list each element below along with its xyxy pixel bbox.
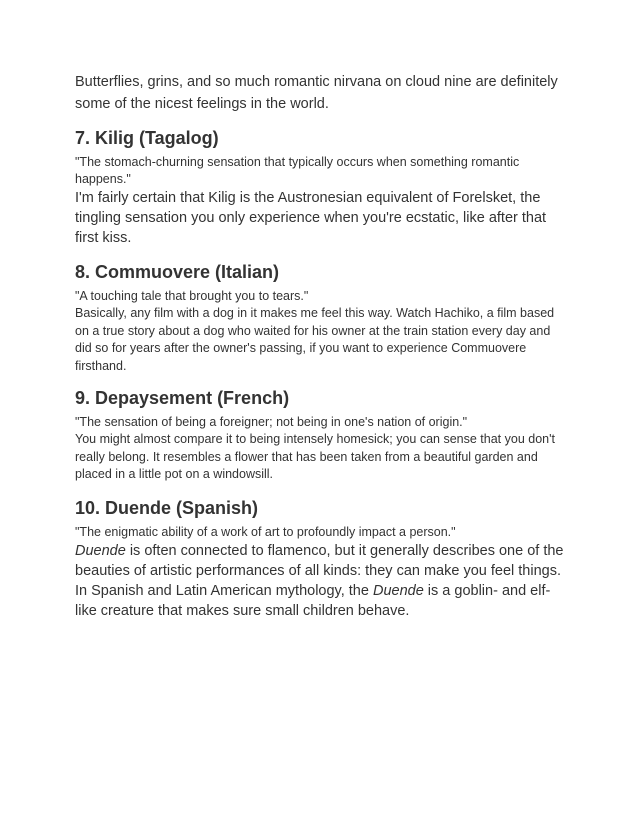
section-heading: 7. Kilig (Tagalog) xyxy=(75,128,219,148)
section-body: I'm fairly certain that Kilig is the Austronesian equivalent of Forelsket, the tingling sensation you only experience when you're ecstatic, like after that first kiss. xyxy=(75,190,547,246)
section-depaysement xyxy=(75,387,570,484)
definition-quote: "The stomach-churning sensation that typically occurs when something romantic happens." xyxy=(75,155,520,186)
section-heading: 10. Duende (Spanish) xyxy=(75,497,259,518)
body-text: is often connected to flamenco, but it generally describes one of the beauties of artistic performances of all kinds: they can make you feel things. In Spanish and Latin American mythology, the xyxy=(75,542,564,599)
definition-quote: "The enigmatic ability of a work of art to profoundly impact a person." xyxy=(75,524,456,539)
section-body xyxy=(75,541,570,621)
intro-paragraph: Butterflies, grins, and so much romantic nirvana on cloud nine are definitely some of the nicest feelings in the world. xyxy=(75,74,558,112)
section-heading: 8. Commuovere (Italian) xyxy=(75,262,280,282)
body-text: is a goblin- and elf-like creature that makes sure small children behave. xyxy=(75,582,551,619)
section-body: You might almost compare it to being intensely homesick; you can sense that you don't really belong. It resembles a flower that has been taken from a beautiful garden and placed in a little pot on a windowsill. xyxy=(75,432,555,481)
term-italic: Duende xyxy=(372,582,424,599)
section-duende xyxy=(75,497,570,621)
term-italic: Duende xyxy=(75,542,126,559)
section-kilig xyxy=(75,127,570,248)
section-heading: 9. Depaysement (French) xyxy=(75,388,290,408)
section-body: Basically, any film with a dog in it makes me feel this way. Watch Hachiko, a film based on a true story about a dog who waited for his owner at the train station every day and did so for years after the owner's passing, if you want to experience Commuovere firsthand. xyxy=(75,306,555,373)
section-commuovere xyxy=(75,261,570,375)
definition-quote: "A touching tale that brought you to tears." xyxy=(75,289,309,303)
definition-quote: "The sensation of being a foreigner; not being in one's nation of origin." xyxy=(75,415,468,429)
document-page xyxy=(75,71,570,633)
